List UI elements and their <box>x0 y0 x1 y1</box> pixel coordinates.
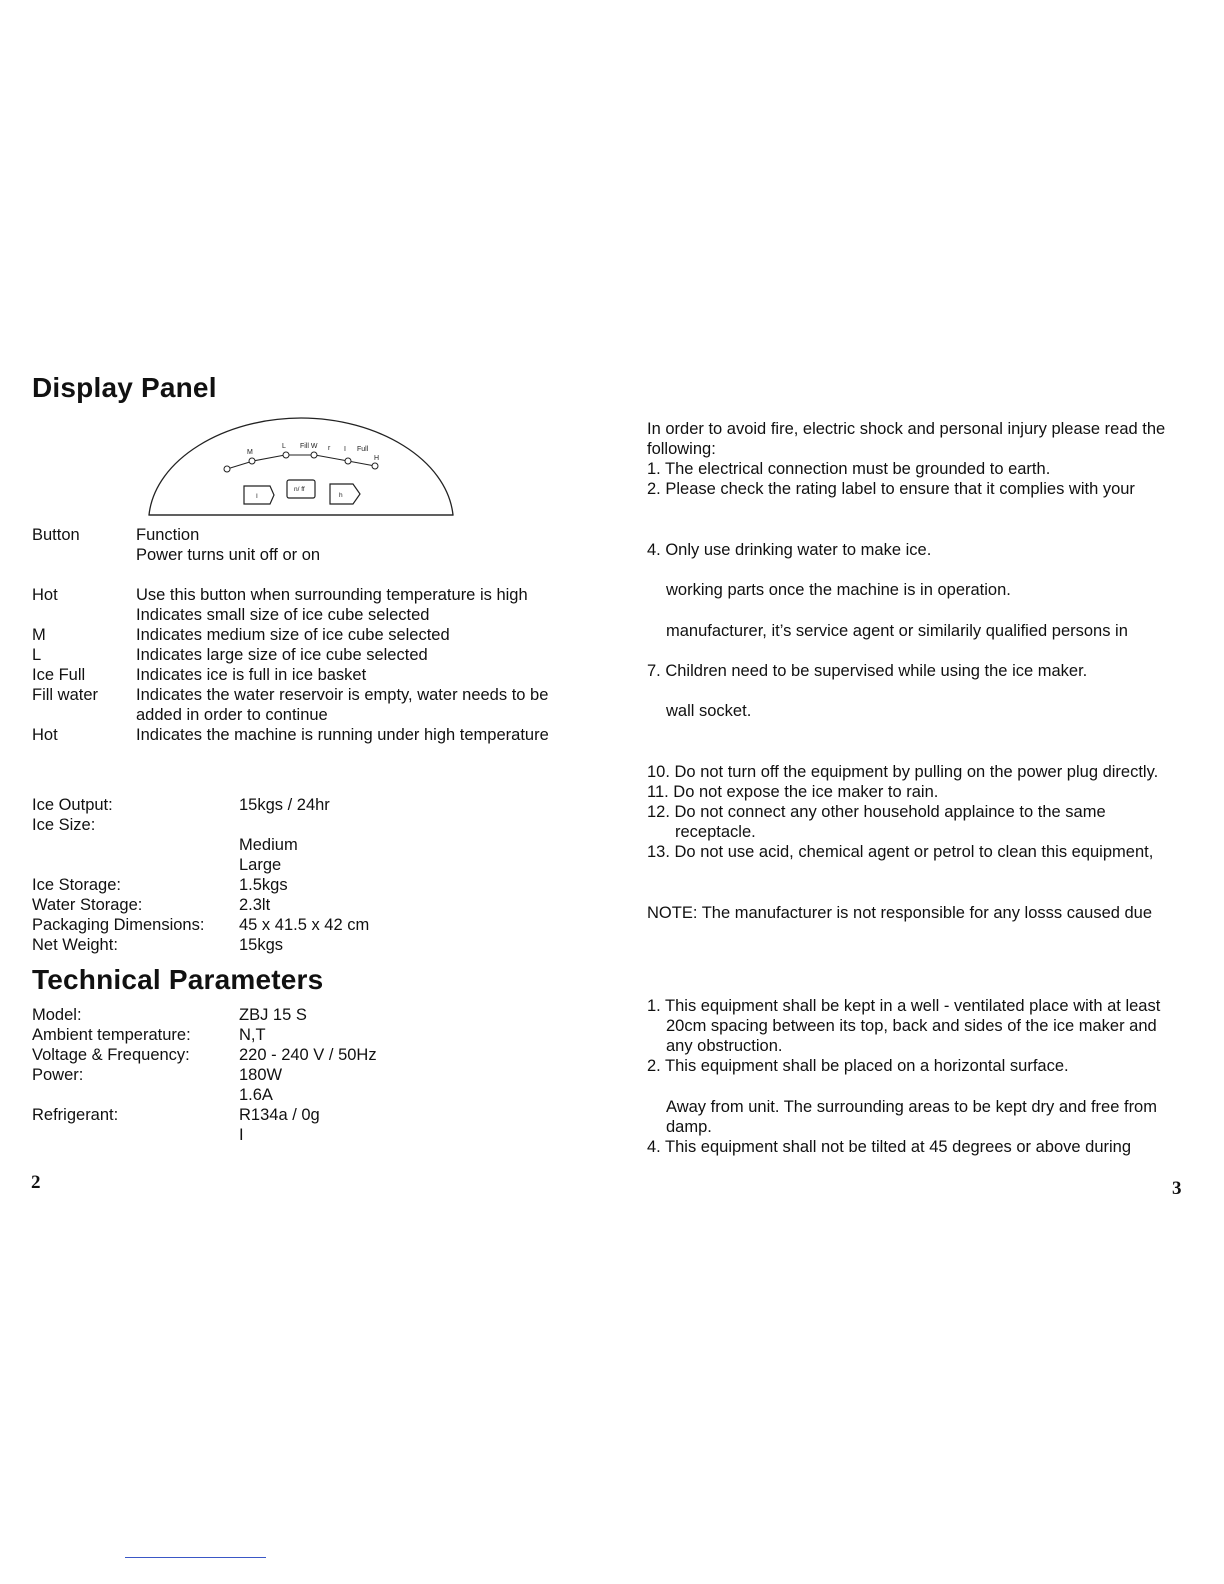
intro-line: In order to avoid fire, electric shock and personal injury please read the <box>647 420 1166 438</box>
list-item: 13. Do not use acid, chemical agent or petrol to clean this equipment, <box>647 843 1154 861</box>
display-panel-diagram <box>145 414 460 520</box>
safety-list-lower <box>647 762 1158 862</box>
display-panel-heading: Display Panel <box>32 372 217 403</box>
list-item-continuation: damp. <box>666 1118 712 1136</box>
list-item-continuation: working parts once the machine is in operation. <box>666 581 1011 599</box>
indicator-led <box>311 452 317 458</box>
list-item: 11. Do not expose the ice maker to rain. <box>647 783 939 801</box>
list-item: 1. The electrical connection must be grounded to earth. <box>647 460 1051 478</box>
page-number-right: 3 <box>1172 1178 1182 1199</box>
indicator-label: L <box>282 443 286 450</box>
list-item-continuation: wall socket. <box>666 702 752 720</box>
power-button-outline <box>244 486 274 504</box>
installation-list <box>647 996 1160 1076</box>
page-number-left: 2 <box>31 1172 41 1193</box>
note-text: NOTE: The manufacturer is not responsible for any losss caused due <box>647 904 1153 922</box>
safety-text-block <box>647 419 1165 499</box>
installation-list-2 <box>647 1097 1157 1157</box>
svg-text:h: h <box>339 492 343 499</box>
list-item-continuation: manufacturer, it’s service agent or similarily qualified persons in <box>666 622 1128 640</box>
list-item: 10. Do not turn off the equipment by pulling on the power plug directly. <box>647 763 1159 781</box>
indicator-label: r <box>328 445 331 452</box>
list-item-continuation: receptacle. <box>675 823 756 841</box>
indicator-led <box>283 452 289 458</box>
hot-button-outline <box>330 484 360 504</box>
list-item-continuation: Away from unit. The surrounding areas to be kept dry and free from <box>666 1098 1157 1116</box>
indicator-led <box>372 463 378 469</box>
list-item-continuation: 20cm spacing between its top, back and sides of the ice maker and <box>666 1017 1157 1035</box>
svg-text:I: I <box>256 493 258 500</box>
list-item: 2. This equipment shall be placed on a horizontal surface. <box>647 1057 1069 1075</box>
intro-line: following: <box>647 440 716 458</box>
svg-text:n/ ff: n/ ff <box>294 486 305 493</box>
technical-parameters-heading: Technical Parameters <box>32 964 324 995</box>
link-underline <box>125 1557 266 1558</box>
list-item: 12. Do not connect any other household applaince to the same <box>647 803 1106 821</box>
indicator-label: H <box>374 455 380 462</box>
indicator-label: I <box>344 446 346 453</box>
list-item: 7. Children need to be supervised while using the ice maker. <box>647 662 1088 680</box>
indicator-label: M <box>247 449 253 456</box>
list-item: 4. This equipment shall not be tilted at 45 degrees or above during <box>647 1138 1132 1156</box>
indicator-led <box>345 458 351 464</box>
indicator-label: Fill W <box>300 443 318 450</box>
indicator-led <box>224 466 230 472</box>
list-item-continuation: any obstruction. <box>666 1037 783 1055</box>
indicator-label: Full <box>357 446 369 453</box>
list-item: 4. Only use drinking water to make ice. <box>647 541 932 559</box>
indicator-led <box>249 458 255 464</box>
list-item: 2. Please check the rating label to ensure that it complies with your <box>647 480 1135 498</box>
list-item: 1. This equipment shall be kept in a well - ventilated place with at least <box>647 997 1161 1015</box>
